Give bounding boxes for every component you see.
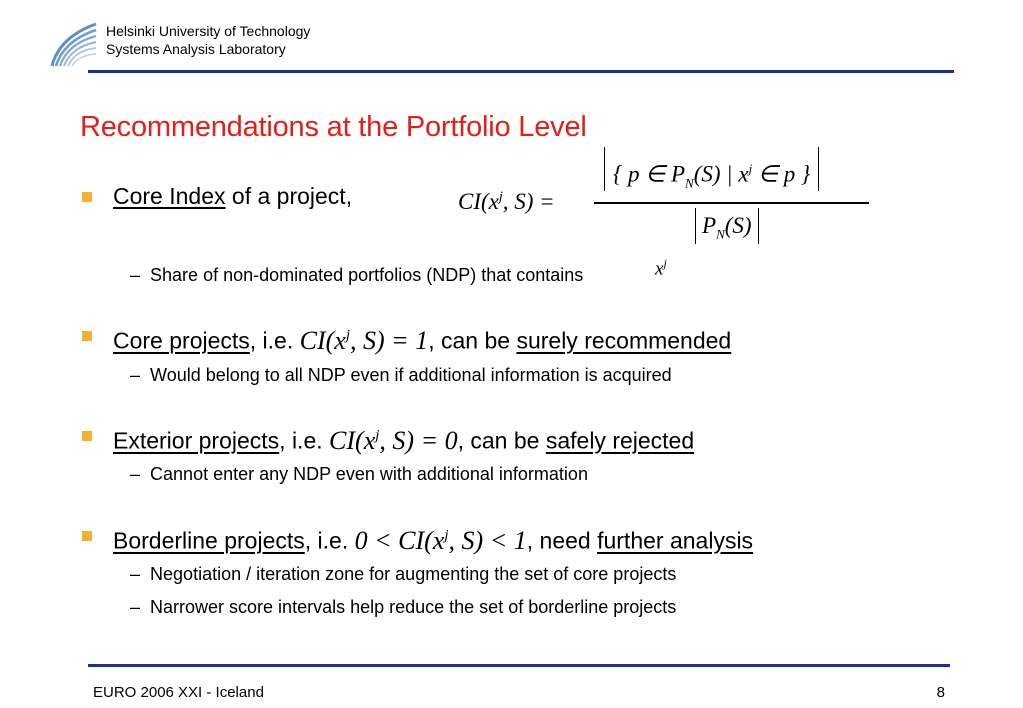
numerator-end: ∈ p }	[752, 161, 811, 187]
sub-borderline-2	[130, 596, 676, 618]
math-exterior: CI(x	[329, 425, 376, 455]
numerator-sub: N	[685, 175, 694, 191]
math-core-sup: j	[345, 327, 351, 343]
term-core-projects: Core projects	[113, 327, 250, 354]
page-number: 8	[936, 684, 945, 701]
bullet-core-projects	[113, 321, 731, 355]
outcome-surely-recommended: surely recommended	[516, 327, 732, 354]
numerator-abs	[604, 147, 819, 191]
institution-line-2: Systems Analysis Laboratory	[106, 41, 286, 57]
header-rule	[88, 70, 954, 73]
sub-core-index	[130, 264, 583, 286]
sub-text: Narrower score intervals help reduce the set of borderline projects	[150, 597, 677, 617]
math-exterior-end: , S) = 0	[379, 425, 458, 455]
ie-text: , i.e.	[279, 427, 323, 454]
term-exterior-projects: Exterior projects	[113, 427, 280, 454]
sub-exterior-projects	[130, 463, 588, 485]
sub-var-sup: j	[663, 256, 667, 270]
math-borderline-end: , S) < 1	[448, 525, 527, 555]
institution-line-1: Helsinki University of Technology	[106, 23, 311, 39]
numerator-sup: j	[748, 161, 753, 176]
sub-core-projects	[130, 364, 672, 386]
sub-var: x	[655, 258, 664, 280]
ie-text: , i.e.	[249, 327, 294, 354]
sub-core-index-variable	[655, 256, 667, 280]
term-borderline-projects: Borderline projects	[113, 527, 305, 554]
dash: –	[130, 265, 141, 285]
denominator-sub: N	[716, 226, 725, 242]
institution-name	[106, 22, 310, 58]
sub-text: Would belong to all NDP even if additional information is acquired	[150, 365, 672, 385]
sub-borderline-1	[130, 563, 676, 585]
slide-title: Recommendations at the Portfolio Level	[80, 111, 587, 143]
footer-conference: EURO 2006 XXI - Iceland	[93, 684, 264, 701]
bullet-exterior-projects	[113, 421, 694, 455]
core-index-formula	[458, 145, 878, 250]
bullet-marker	[82, 431, 92, 441]
after-text: , can be	[428, 327, 517, 354]
bullet-marker	[82, 331, 92, 341]
dash: –	[130, 564, 141, 584]
after-text: , can be	[457, 427, 546, 454]
sub-text: Share of non-dominated portfolios (NDP) that contains	[150, 265, 584, 285]
numerator-start: { p ∈ P	[613, 161, 686, 187]
university-logo	[44, 20, 100, 68]
dash: –	[130, 597, 141, 617]
math-core: CI(x	[299, 325, 346, 355]
math-borderline-sup: j	[444, 527, 449, 543]
footer-rule	[88, 664, 950, 667]
sub-text: Cannot enter any NDP even with additional information	[150, 464, 588, 484]
outcome-further-analysis: further analysis	[597, 527, 754, 554]
formula-lhs-sup: j	[498, 189, 503, 205]
bullet-core-index	[113, 182, 352, 210]
numerator-mid: (S) | x	[693, 161, 749, 187]
bullet-borderline-projects	[113, 521, 753, 555]
math-borderline: 0 < CI(x	[354, 525, 445, 555]
math-exterior-sup: j	[375, 427, 380, 443]
bullet-text: of a project,	[225, 183, 353, 209]
after-text: , need	[526, 527, 598, 554]
fraction-bar	[594, 202, 869, 204]
dash: –	[130, 365, 141, 385]
math-core-end: , S) = 1	[350, 325, 429, 355]
sub-text: Negotiation / iteration zone for augmenting the set of core projects	[150, 564, 677, 584]
bullet-marker	[82, 192, 92, 202]
bullet-marker	[82, 531, 92, 541]
denominator-abs	[695, 208, 759, 244]
formula-lhs-end: , S) =	[502, 189, 555, 214]
outcome-safely-rejected: safely rejected	[545, 427, 695, 454]
denominator-start: P	[702, 213, 717, 238]
term-core-index: Core Index	[113, 183, 226, 209]
formula-lhs: CI(x	[458, 189, 499, 214]
dash: –	[130, 464, 141, 484]
denominator-end: (S)	[724, 213, 752, 238]
ie-text: , i.e.	[304, 527, 349, 554]
